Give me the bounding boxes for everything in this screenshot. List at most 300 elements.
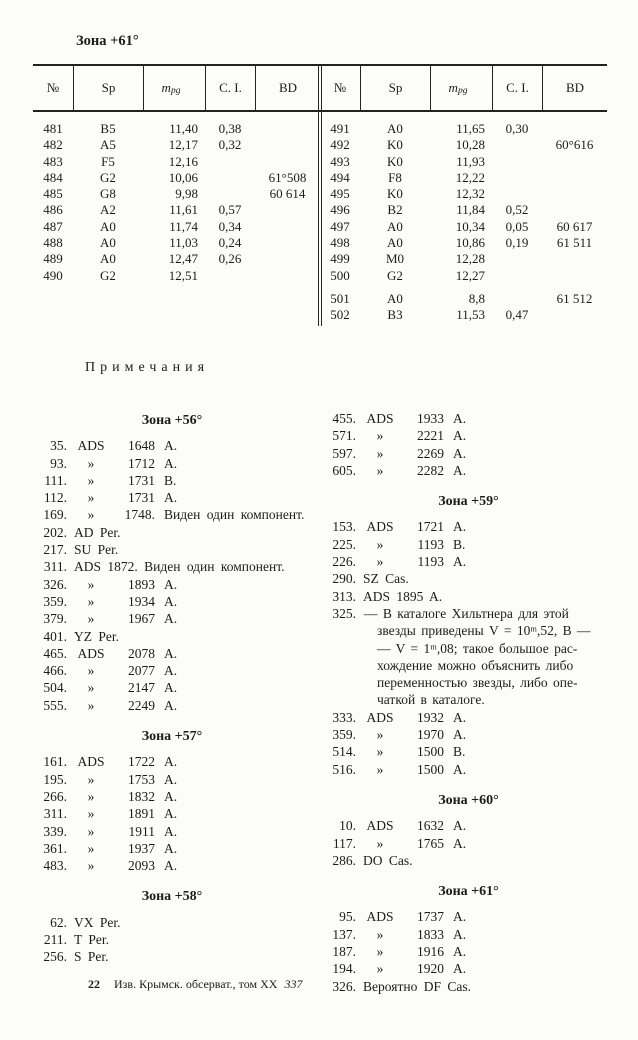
note-catalog-number: 1722 [128,754,155,770]
note-designation: » [376,536,384,552]
note-catalog-number: 1893 [128,576,155,592]
cell-no: 493 [330,153,350,169]
note-catalog-number: 1832 [128,788,155,804]
cell-no: 489 [43,251,63,267]
note-catalog-number: 1500 [417,761,444,777]
cell-bd [542,170,607,186]
note-number: 326. [332,978,356,994]
cell-sp: A0 [387,235,403,251]
note-designation: » [376,554,384,570]
note-catalog-number: 1970 [417,727,444,743]
table-row [320,186,607,202]
note-component: A. [453,727,467,743]
cell-ci: 0,47 [505,307,529,323]
note-designation: » [376,761,384,777]
column-header-bd: BD [542,66,607,110]
note-catalog-number: 1731 [128,490,155,506]
zone-heading: Зона +58° [141,889,203,905]
note-item [33,593,311,610]
note-item [322,410,615,427]
note-item [33,541,311,558]
note-text: ADS 1872. Виден один компонент. [74,559,285,575]
cell-no: 483 [43,153,63,169]
note-item [33,771,311,788]
note-number: 605. [332,462,356,478]
note-component: A. [164,697,178,713]
note-component: A. [453,411,467,426]
column-header-no: № [333,80,347,95]
note-number: 112. [43,490,67,506]
cell-bd: 60 617 [556,218,593,234]
note-item [33,840,311,857]
note-item [322,536,615,553]
table-row [320,307,607,323]
note-number: 514. [332,744,356,760]
table-row [33,154,320,170]
note-catalog-number: 1753 [128,771,155,787]
note-number: 359. [43,593,67,609]
cell-mpg: 11,40 [169,121,198,136]
note-catalog-number: 1891 [128,806,155,822]
star-catalog-table [33,64,607,326]
cell-ci: 0,38 [218,121,242,136]
note-component: A. [164,455,178,471]
note-text: YZ Per. [74,628,119,644]
note-catalog-number: 2282 [417,462,444,478]
footer-page-number: 337 [284,977,303,991]
table-row [320,268,607,284]
column-header-mpg: m $_{pg}$ [430,66,492,110]
note-catalog-number: 1920 [417,961,444,977]
note-number: 93. [50,455,67,471]
note-number: 187. [332,944,356,960]
note-designation: » [87,858,95,874]
note-catalog-number: 1833 [417,926,444,942]
note-number: 361. [43,840,67,856]
notes-item-list [33,437,311,714]
note-component: A. [453,554,467,570]
cell-no: 501 [330,290,350,306]
cell-mpg: 12,16 [168,153,198,169]
note-component: A. [164,806,178,822]
note-designation: » [87,490,95,506]
note-component: A. [164,593,178,609]
note-number: 311. [43,806,67,822]
note-line: — V = 1ᵐ,08; такое большое рас- [377,640,578,656]
note-item [322,427,615,444]
table-row [33,219,320,235]
column-header-bd: BD [255,66,320,110]
note-catalog-number: 2147 [128,680,155,696]
cell-no: 484 [43,169,63,185]
table-header-right [320,66,607,110]
cell-ci [492,291,542,307]
note-designation: » [376,835,384,851]
note-component: A. [164,788,178,804]
cell-ci: 0,05 [505,218,529,234]
cell-no: 490 [43,267,63,283]
note-component: A. [164,490,178,506]
cell-bd [542,186,607,202]
cell-ci [492,268,542,284]
cell-mpg: 11,61 [169,202,198,218]
cell-bd [542,121,607,137]
note-item [33,645,311,662]
note-item [33,823,311,840]
cell-ci [205,170,255,186]
note-number: 455. [332,411,356,426]
notes-column-right [322,406,615,995]
note-item [33,697,311,714]
note-catalog-number: 1765 [417,835,444,851]
cell-mpg: 10,28 [455,137,485,153]
cell-ci: 0,30 [505,121,529,136]
note-designation: » [87,840,95,856]
note-number: 504. [43,680,67,696]
note-component: A. [453,428,467,444]
table-row [320,170,607,186]
note-component: A. [164,663,178,679]
note-line: чаткой в каталоге. [377,692,485,708]
note-component: A. [164,680,178,696]
note-item [322,926,615,943]
cell-bd [255,121,320,137]
cell-sp: B3 [387,307,403,323]
cell-bd: 60°616 [555,137,594,153]
cell-no: 486 [43,202,63,218]
note-item [33,455,311,472]
cell-no: 494 [330,169,350,185]
note-catalog-number: 1731 [128,472,155,488]
note-component: A. [164,840,178,856]
cell-sp: A0 [100,251,116,267]
cell-sp: K0 [387,186,403,202]
note-designation: » [376,428,384,444]
note-item [322,553,615,570]
note-item [33,805,311,822]
note-component: A. [164,438,178,454]
note-item [322,570,615,587]
note-item [322,518,615,535]
note-item [33,610,311,627]
cell-ci: 0,26 [218,251,242,267]
notes-item-list [322,817,615,869]
note-item [33,576,311,593]
cell-ci [205,186,255,202]
note-text: AD Per. [74,524,121,540]
note-number: 571. [332,428,356,444]
cell-no: 482 [43,137,63,153]
cell-sp: M0 [385,251,405,267]
note-designation: ADS [77,645,105,661]
note-catalog-number: 2269 [417,445,444,461]
note-number: 325. [332,605,356,621]
note-catalog-number: 2077 [128,663,155,679]
cell-sp: G2 [387,267,403,283]
table-row [320,137,607,153]
zone-heading: Зона +59° [438,494,499,510]
note-number: 117. [332,835,356,851]
note-number: 202. [43,524,67,540]
note-catalog-number: 2249 [128,697,155,713]
note-designation: » [87,507,95,523]
footer-imprint: Изв. Крымск. обсерват., том XX [114,977,278,991]
cell-ci [205,154,255,170]
note-line: — В каталоге Хильтнера для этой [364,605,569,621]
cell-no: 502 [330,307,350,323]
note-item [322,960,615,977]
note-number: 339. [43,823,67,839]
table-row [33,268,320,284]
note-number: 516. [332,761,356,777]
note-designation: » [87,788,95,804]
note-number: 194. [332,961,356,977]
note-item [322,908,615,925]
note-number: 465. [43,645,67,661]
cell-sp: A2 [100,202,116,218]
table-body-left [33,121,320,284]
note-catalog-number: 1737 [417,909,444,925]
note-catalog-number: 1937 [128,840,155,856]
cell-no: 495 [330,186,350,202]
note-item [33,472,311,489]
note-component: A. [164,576,178,592]
cell-sp: B2 [387,202,403,218]
cell-bd: 61°508 [268,169,307,185]
cell-sp: K0 [387,153,403,169]
note-number: 211. [43,932,67,948]
cell-bd [255,137,320,153]
note-designation: » [87,697,95,713]
note-component: A. [453,835,467,851]
notes-item-list [322,410,615,479]
note-text: DO Cas. [363,852,413,868]
note-designation: ADS [77,438,105,454]
note-catalog-number: 1648 [128,438,155,454]
page-footer [88,977,302,992]
note-catalog-number: 1916 [417,944,444,960]
note-item [33,788,311,805]
cell-mpg: 10,06 [168,169,198,185]
cell-ci: 0,34 [218,218,242,234]
notes-column-left [33,406,311,966]
cell-mpg: 11,53 [456,307,485,323]
notes-item-list [33,753,311,874]
zone-heading: Зона +60° [438,792,499,808]
note-designation: » [87,806,95,822]
cell-no: 491 [330,121,350,136]
note-designation: ADS [77,754,105,770]
cell-bd [542,251,607,267]
note-number: 326. [43,576,67,592]
note-designation: » [376,727,384,743]
note-number: 256. [43,949,67,965]
table-row [320,235,607,251]
column-header-mpg: m $_{pg}$ [143,66,205,110]
cell-bd [542,202,607,218]
cell-ci: 0,57 [218,202,242,218]
note-item [33,948,311,965]
note-designation: » [87,771,95,787]
cell-sp: G2 [100,267,116,283]
note-item [33,524,311,541]
note-number: 137. [332,926,356,942]
table-row [320,154,607,170]
notes-item-list [322,518,615,604]
table-header-left [33,66,320,110]
cell-no: 496 [330,202,350,218]
note-component: A. [164,858,178,874]
page-title: Зона +61° [76,33,139,49]
note-number: 35. [50,438,67,454]
cell-ci [492,251,542,267]
note-number: 333. [332,709,356,725]
cell-mpg: 12,32 [455,186,485,202]
cell-ci [205,268,255,284]
note-number: 111. [44,472,67,488]
note-item [322,462,615,479]
cell-bd [255,219,320,235]
note-item [322,709,615,726]
note-number: 217. [43,542,67,558]
table-row [320,251,607,267]
note-catalog-number: 1632 [417,818,444,834]
note-component: Виден один компонент. [164,507,305,523]
note-item [322,943,615,960]
cell-sp: G2 [100,169,116,185]
cell-no: 499 [330,251,350,267]
column-header-sp: Sp [73,66,143,110]
cell-sp: A0 [387,290,403,306]
note-item [33,437,311,454]
note-catalog-number: 1911 [128,823,155,839]
note-catalog-number: 1933 [417,411,444,426]
zone-heading: Зона +57° [141,729,203,745]
cell-ci [492,170,542,186]
note-item [322,445,615,462]
note-component: A. [453,519,467,535]
note-item [33,489,311,506]
table-row [320,219,607,235]
note-catalog-number: 2221 [417,428,444,444]
cell-no: 487 [43,218,63,234]
cell-mpg: 10,34 [455,218,485,234]
note-text: T Per. [74,932,110,948]
note-text: SU Per. [74,542,119,558]
cell-sp: B5 [100,121,116,136]
notes-item-list [322,709,615,778]
cell-mpg: 11,74 [169,218,198,234]
note-number: 483. [43,858,67,874]
note-number: 286. [332,852,356,868]
cell-no: 498 [330,235,350,251]
column-header-ci: C. I. [205,66,255,110]
note-catalog-number: 1932 [417,709,444,725]
note-designation: » [87,593,95,609]
cell-sp: A0 [387,218,403,234]
cell-mpg: 9,98 [175,186,198,202]
table-row [320,202,607,218]
note-designation: ADS [366,519,394,535]
note-number: 226. [332,554,356,570]
footer-signature-number: 22 [88,977,100,991]
note-designation: » [376,926,384,942]
note-component: A. [453,462,467,478]
table-row [320,121,607,137]
cell-mpg: 11,93 [456,153,485,169]
note-item [322,852,615,869]
cell-bd [542,154,607,170]
note-number: 379. [43,611,67,627]
note-component: A. [164,771,178,787]
note-text: S Per. [74,949,109,965]
note-item [33,857,311,874]
cell-mpg: 11,03 [169,235,198,251]
cell-ci: 0,19 [505,235,529,251]
note-item [322,835,615,852]
note-number: 161. [43,754,67,770]
cell-sp: A0 [100,218,116,234]
note-designation: » [376,744,384,760]
note-item [322,761,615,778]
zone-heading: Зона +56° [141,413,203,428]
cell-mpg: 11,65 [456,121,485,136]
note-item [322,978,615,995]
note-designation: » [87,680,95,696]
cell-ci [492,154,542,170]
note-number: 401. [43,628,67,644]
note-number: 597. [332,445,356,461]
note-catalog-number: 1193 [417,554,444,570]
note-designation: » [87,823,95,839]
note-designation: » [87,611,95,627]
note-designation: » [87,472,95,488]
cell-no: 481 [43,121,63,136]
note-number: 10. [339,818,356,834]
note-component: A. [164,754,178,770]
column-header-ci: C. I. [492,66,542,110]
note-component: B. [453,744,466,760]
note-catalog-number: 2078 [128,645,155,661]
cell-bd [255,268,320,284]
note-component: A. [164,823,178,839]
note-text: SZ Cas. [363,571,409,587]
note-designation: ADS [366,411,394,426]
note-catalog-number: 1712 [128,455,155,471]
note-number: 225. [332,536,356,552]
column-header-no: № [46,80,60,95]
note-designation: ADS [366,818,394,834]
table-row [33,235,320,251]
cell-bd [542,268,607,284]
cell-bd [255,202,320,218]
note-item-paragraph [322,605,615,709]
cell-no: 492 [330,137,350,153]
note-text: ADS 1895 A. [363,588,443,604]
note-catalog-number: 2093 [128,858,155,874]
note-number: 359. [332,727,356,743]
cell-bd [542,307,607,323]
note-number: 169. [43,507,67,523]
note-item [33,662,311,679]
cell-sp: A0 [100,235,116,251]
note-designation: » [376,944,384,960]
note-designation: ADS [366,709,394,725]
note-designation: » [87,455,95,471]
cell-no: 500 [330,267,350,283]
cell-bd [255,251,320,267]
note-component: A. [453,761,467,777]
